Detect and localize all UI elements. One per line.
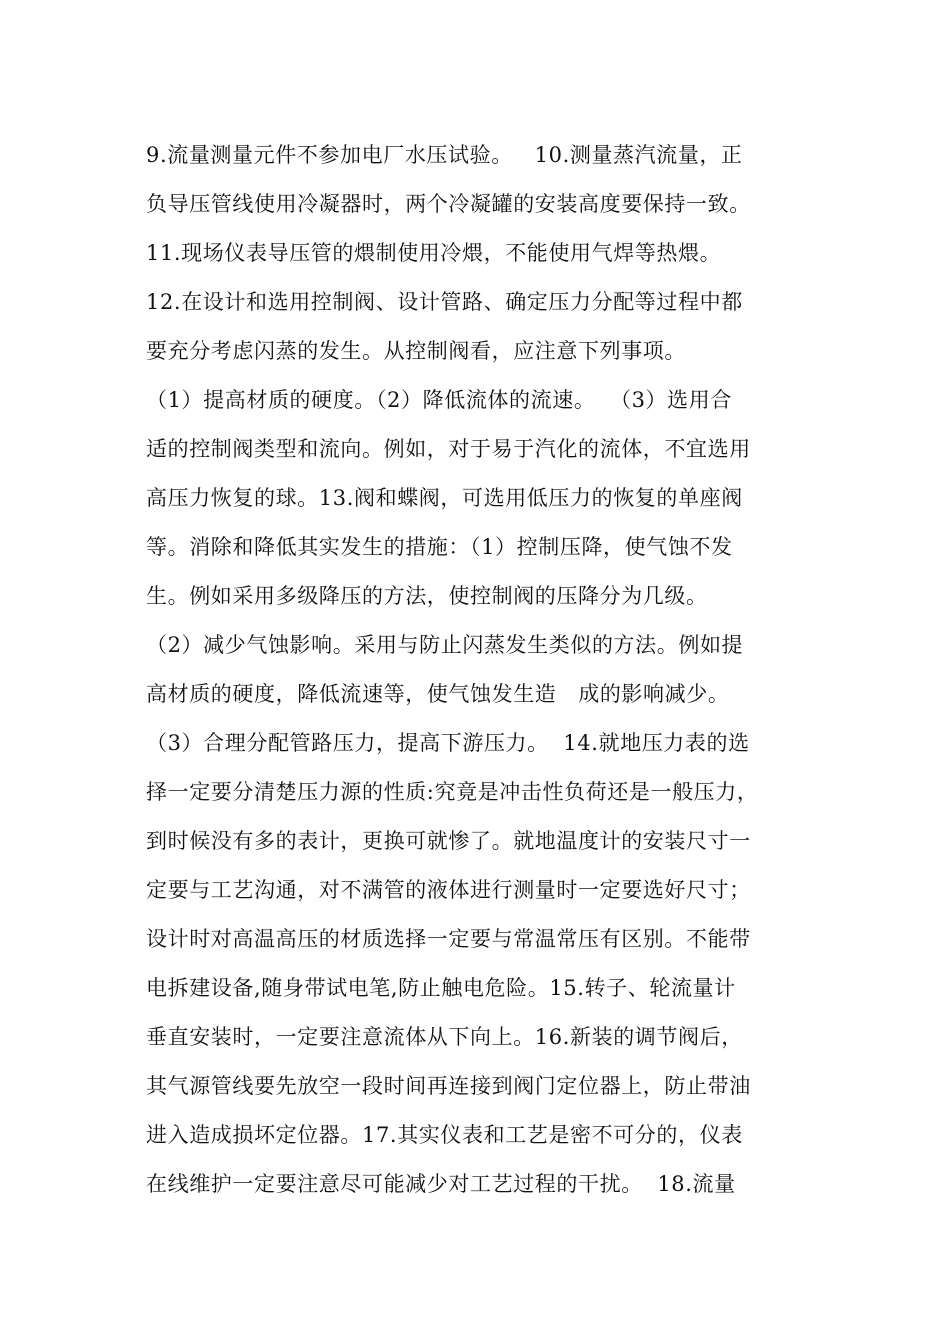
- text-line: 进入造成损坏定位器。17.其实仪表和工艺是密不可分的，仪表: [146, 1123, 743, 1147]
- text-line: 适的控制阀类型和流向。例如，对于易于汽化的流体，不宜选用: [146, 437, 751, 461]
- body-text: [146, 131, 816, 1209]
- text-line: （1）提高材质的硬度。（2）降低流体的流速。 （3）选用合: [146, 388, 732, 412]
- text-line: 其气源管线要先放空一段时间再连接到阀门定位器上，防止带油: [146, 1074, 751, 1098]
- text-line: 择一定要分清楚压力源的性质:究竟是冲击性负荷还是一般压力，: [146, 780, 759, 804]
- text-line: 高材质的硬度，降低流速等，使气蚀发生造 成的影响减少。: [146, 682, 730, 706]
- text-line: 垂直安装时，一定要注意流体从下向上。16.新装的调节阀后，: [146, 1025, 743, 1049]
- text-line: 11.现场仪表导压管的煨制使用冷煨，不能使用气焊等热煨。: [146, 241, 722, 265]
- text-line: 要充分考虑闪蒸的发生。从控制阀看，应注意下列事项。: [146, 339, 686, 363]
- text-line: 到时候没有多的表计，更换可就惨了。就地温度计的安装尺寸一: [146, 829, 751, 853]
- text-line: 定要与工艺沟通，对不满管的液体进行测量时一定要选好尺寸；: [146, 878, 751, 902]
- text-line: 高压力恢复的球。13.阀和蝶阀，可选用低压力的恢复的单座阀: [146, 486, 743, 510]
- text-line: 等。消除和降低其实发生的措施：（1）控制压降，使气蚀不发: [146, 535, 733, 559]
- text-line: 设计时对高温高压的材质选择一定要与常温常压有区别。不能带: [146, 927, 751, 951]
- text-line: 在线维护一定要注意尽可能减少对工艺过程的干扰。 18.流量: [146, 1172, 736, 1196]
- text-line: 负导压管线使用冷凝器时，两个冷凝罐的安装高度要保持一致。: [146, 192, 751, 216]
- text-line: （2）减少气蚀影响。采用与防止闪蒸发生类似的方法。例如提: [146, 633, 744, 657]
- text-line: 12.在设计和选用控制阀、设计管路、确定压力分配等过程中都: [146, 290, 743, 314]
- text-line: 生。例如采用多级降压的方法，使控制阀的压降分为几级。: [146, 584, 708, 608]
- text-line: 电拆建设备,随身带试电笔,防止触电危险。15.转子、轮流量计: [146, 976, 736, 1000]
- text-line: （3）合理分配管路压力，提高下游压力。 14.就地压力表的选: [146, 731, 750, 755]
- text-line: 9.流量测量元件不参加电厂水压试验。 10.测量蒸汽流量，正: [146, 143, 743, 167]
